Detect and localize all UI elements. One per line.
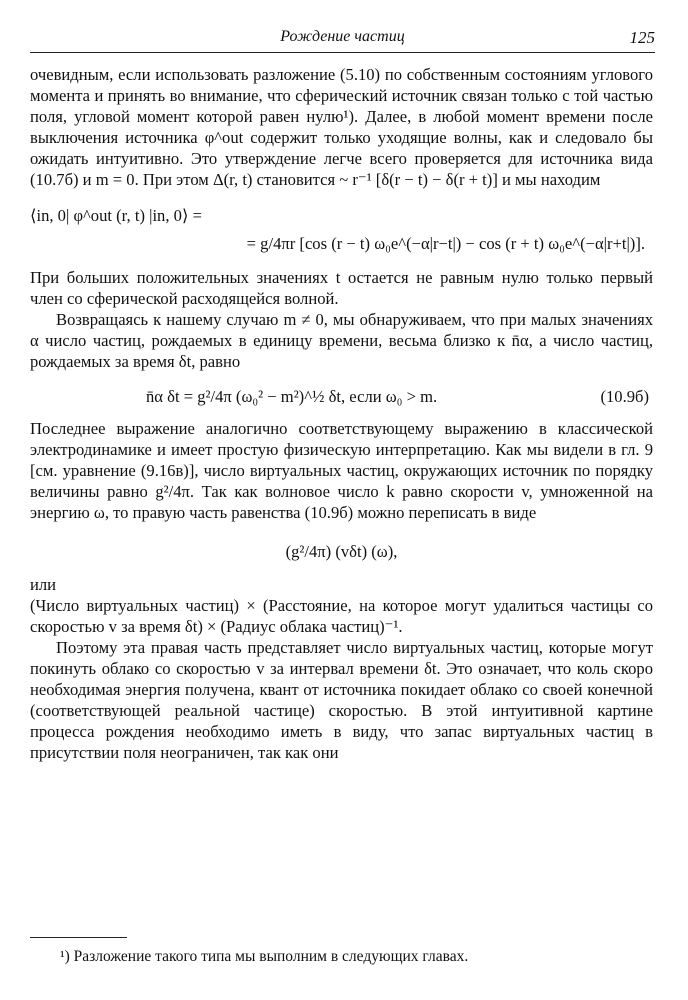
equation-rhs: = g/4πr [cos (r − t) ω₀e^(−α|r−t|) − cos (r + t) ω₀e^(−α|r+t|)]. — [246, 233, 645, 253]
word-ili: или — [30, 574, 57, 594]
running-title: Рождение частиц — [280, 28, 405, 45]
page-header — [30, 28, 655, 53]
footnote-divider — [30, 937, 127, 938]
paragraph-2: При больших положительных значениях t остается не равным нулю только первый член со сферической расходящейся волной. — [30, 267, 653, 308]
paragraph-6: Поэтому эта правая часть представляет число виртуальных частиц, которые могут покинуть облако со скоростью v за интервал времени δt. Это означает, что коль скоро необходимая энергия получена, квант от источника покидает облако со своей конечной (соответствующей реальной частице) скоростью. В этой интуитивной картине процесса рождения необходимо иметь в виду, что запас виртуальных частиц в присутствии поля неограничен, так как они — [30, 637, 653, 763]
paragraph-1: очевидным, если использовать разложение (5.10) по собственным состояниям углового момента и принять во внимание, что сферический источник связан только с той частью поля, угловой момент которой равен нулю¹). Далее, в любой момент времени после выключения источника φ^out содержит только уходящие волны, как и следовало бы ожидать интуитивно. Это утверждение легче всего проверяется для источника вида (10.7б) и m = 0. При этом Δ(r, t) становится ~ r⁻¹ [δ(r − t) − δ(r + t)] и мы находим — [30, 65, 653, 190]
paragraph-3: Возвращаясь к нашему случаю m ≠ 0, мы обнаруживаем, что при малых значениях α число частиц, рождаемых в единицу времени, весьма близко к n̄α, а число частиц, рождаемых за время δt, равно — [30, 309, 653, 371]
equation-lhs: ⟨in, 0| φ^out (r, t) |in, 0⟩ = — [30, 205, 202, 225]
equation-10-9b-body: n̄α δt = g²/4π (ω₀² − m²)^½ δt, если ω₀ > m. — [146, 387, 438, 407]
footnote: ¹) Разложение такого типа мы выполним в следующих главах. — [60, 948, 469, 965]
equation-10-9b — [30, 378, 653, 418]
paragraph-4: Последнее выражение аналогично соответствующему выражению в классической электродинамике и имеет простую физическую интерпретацию. Как мы видели в гл. 9 [см. уравнение (9.16в)], число виртуальных частиц, окружающих источник по порядку величины равно g²/4π. Так как волновое число k равно скорости v, умноженной на энергию ω, то правую часть равенства (10.9б) можно переписать в виде — [30, 419, 653, 523]
equation-rewrite: (g²/4π) (vδt) (ω), — [285, 541, 398, 561]
equation-number: (10.9б) — [600, 387, 649, 407]
paragraph-5: (Число виртуальных частиц) × (Расстояние, на которое могут удалиться частицы со скоростью v за время δt) × (Радиус облака частиц)⁻¹. — [30, 595, 653, 636]
page-body — [30, 64, 653, 763]
page-number: 125 — [629, 28, 655, 47]
